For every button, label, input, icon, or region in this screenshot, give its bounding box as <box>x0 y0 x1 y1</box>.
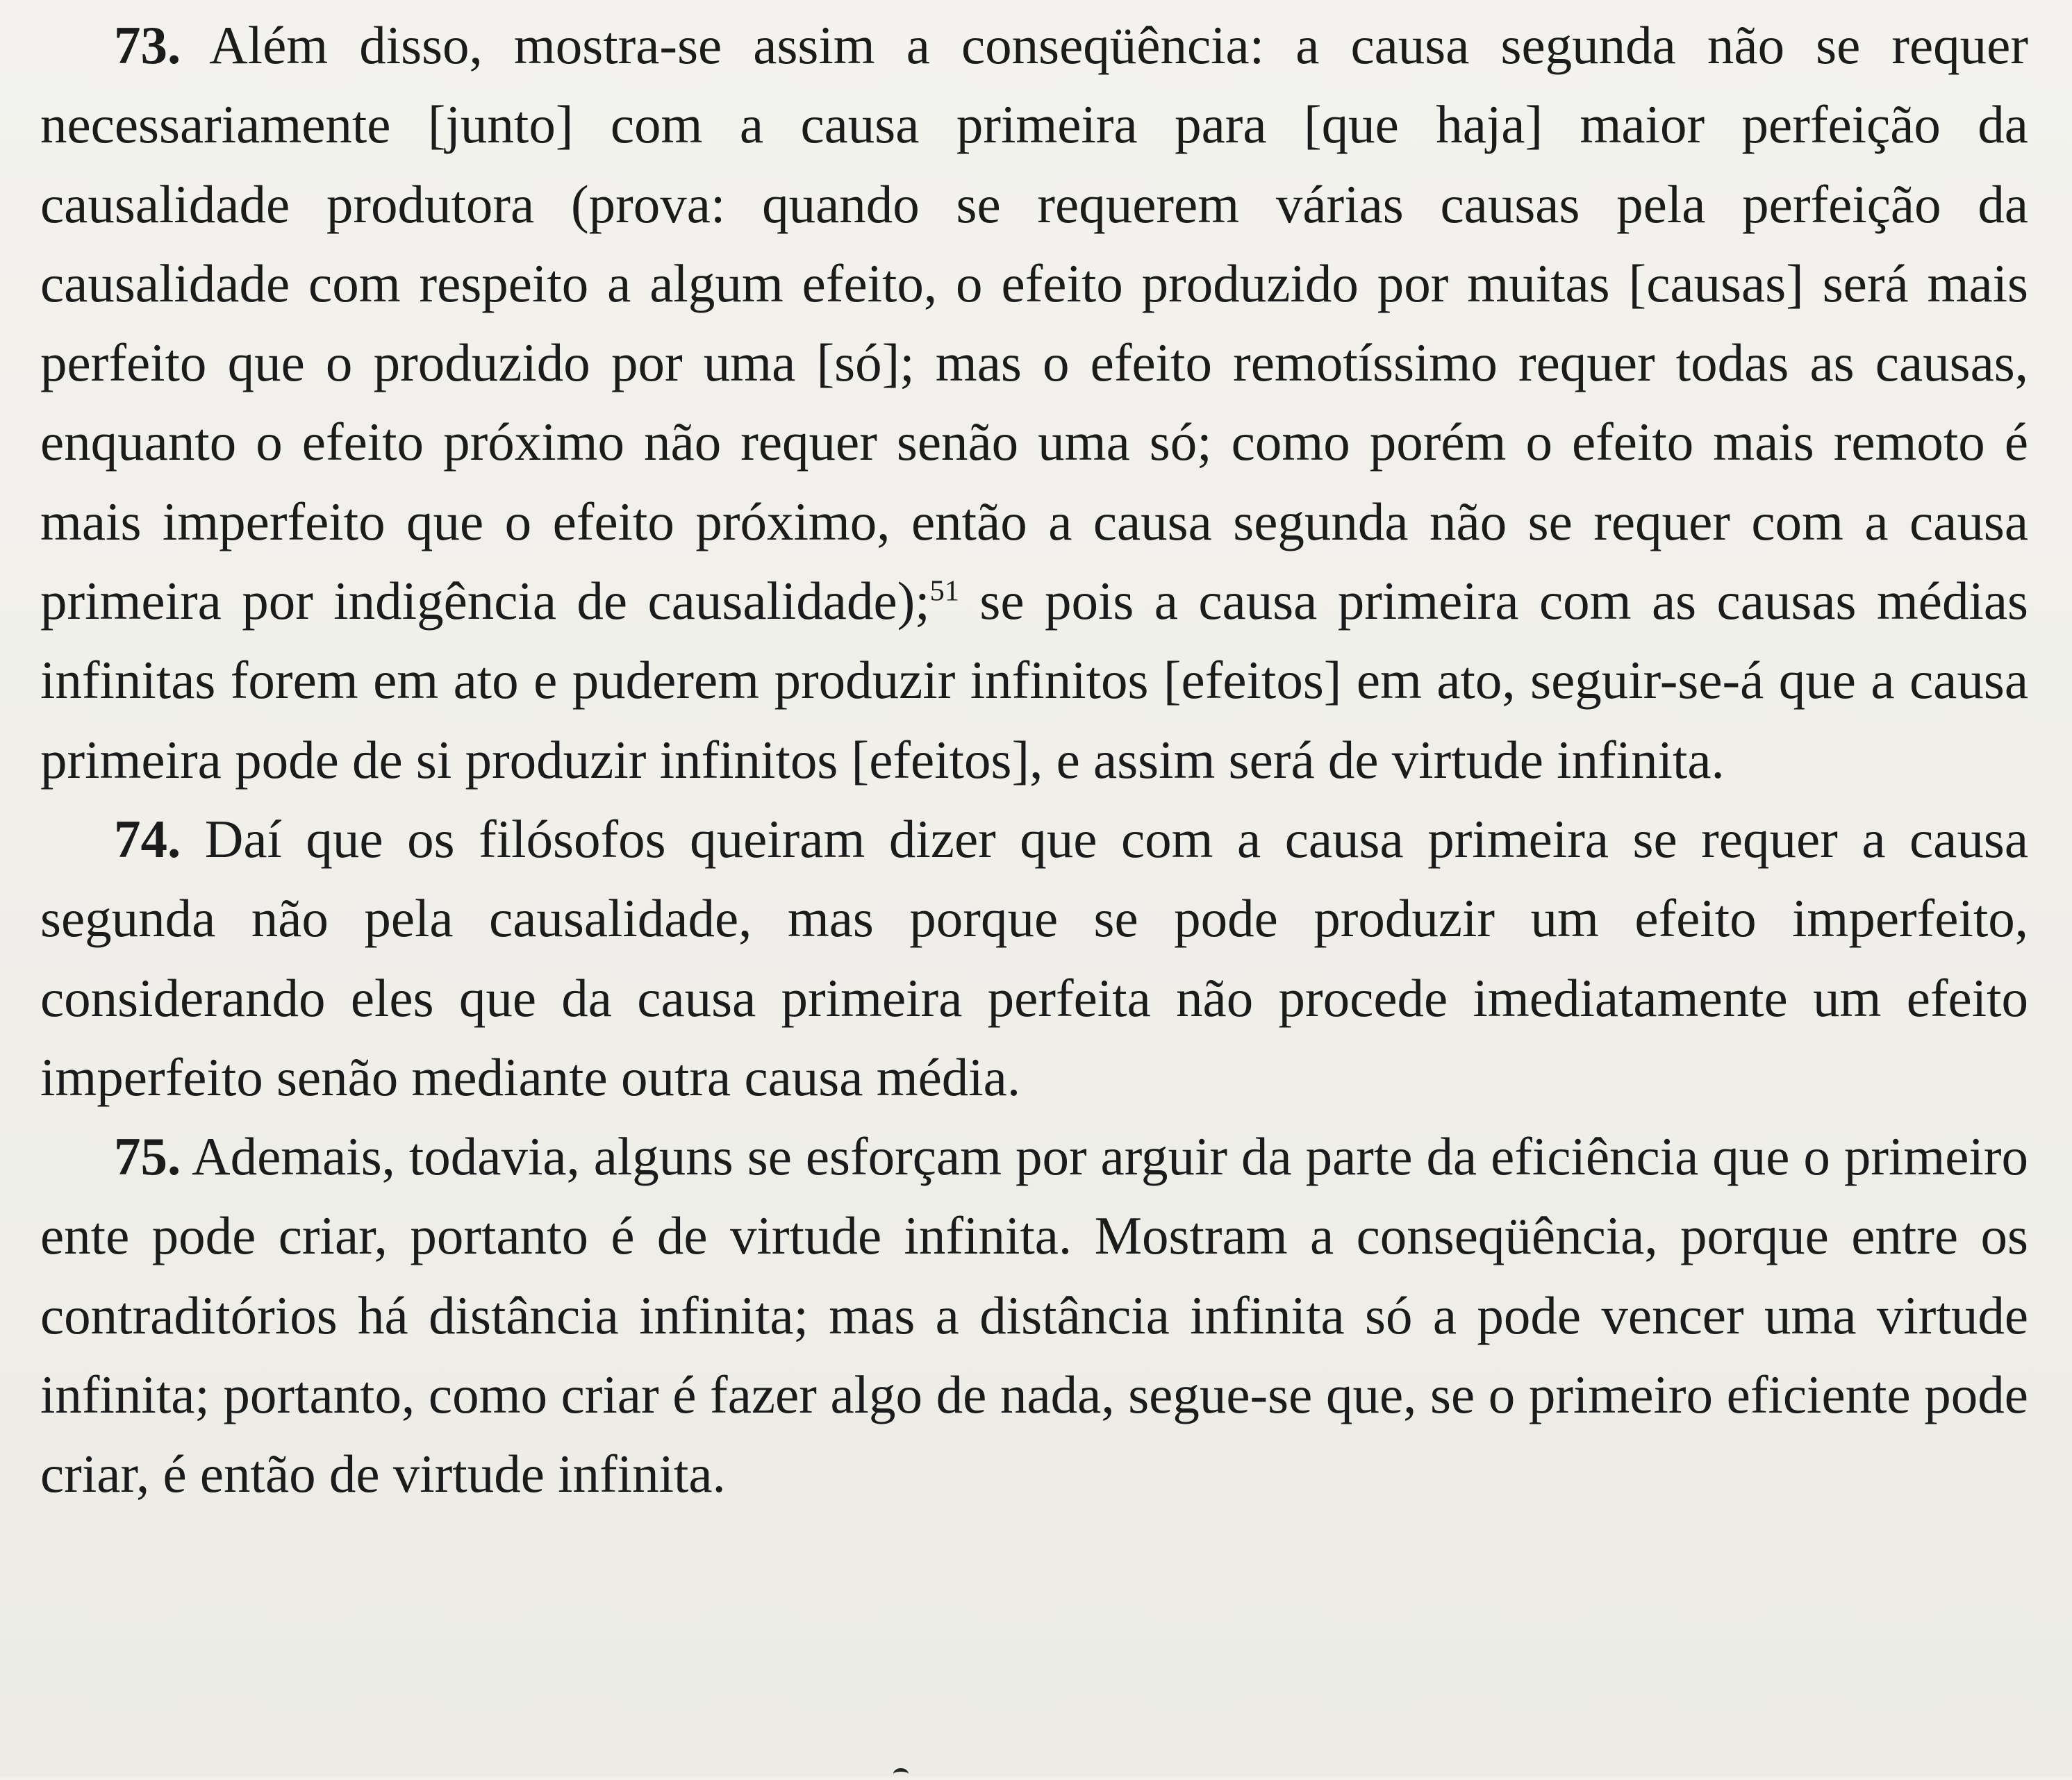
paragraph-text: Além disso, mostra-se assim a conseqüência: a causa segunda não se requer necessariamente [junto] com a causa primeira para [que haja] maior perfeição da causalidade produtora (prova: quando se requerem várias causas pela perfeição da causalidade com respeito a algum efeito, o efeito produzido por muitas [causas] será mais perfeito que o produzido por uma [só]; mas o efeito remotíssimo requer todas as causas, enquanto o efeito próximo não requer senão uma só; como porém o efeito mais remoto é mais imperfeito que o efeito próximo, então a causa segunda não se requer com a causa primeira por indigência de causalidade); <box>40 15 2028 631</box>
paragraph-text-continued: se pois a causa primeira com as causas médias infinitas forem em ato e puderem produzir infinitos [efeitos] em ato, seguir-se-á que a causa primeira pode de si produzir infinitos [efeitos], e assim será de virtude infinita. <box>40 571 2028 790</box>
paragraph-73 <box>40 6 2028 799</box>
page-body-text <box>40 6 2028 1514</box>
paragraph-74 <box>40 799 2028 1117</box>
paragraph-number: 75. <box>114 1126 181 1187</box>
paragraph-text: Daí que os filósofos queiram dizer que com a causa primeira se requer a causa segunda não pela causalidade, mas porque se pode produzir um efeito imperfeito, considerando eles que da causa primeira perfeita não procede imediatamente um efeito imperfeito senão mediante outra causa média. <box>40 808 2028 1107</box>
paragraph-number: 74. <box>114 808 181 869</box>
paragraph-75 <box>40 1117 2028 1513</box>
cut-off-next-line-mark <box>893 1768 909 1780</box>
paragraph-number: 73. <box>114 15 181 75</box>
paragraph-text: Ademais, todavia, alguns se esforçam por arguir da parte da eficiência que o primeiro ente pode criar, portanto é de virtude infinita. Mostram a conseqüência, porque entre os contraditórios há distância infinita; mas a distância infinita só a pode vencer uma virtude infinita; portanto, como criar é fazer algo de nada, segue-se que, se o primeiro eficiente pode criar, é então de virtude infinita. <box>40 1126 2028 1504</box>
footnote-reference: 51 <box>929 574 960 608</box>
